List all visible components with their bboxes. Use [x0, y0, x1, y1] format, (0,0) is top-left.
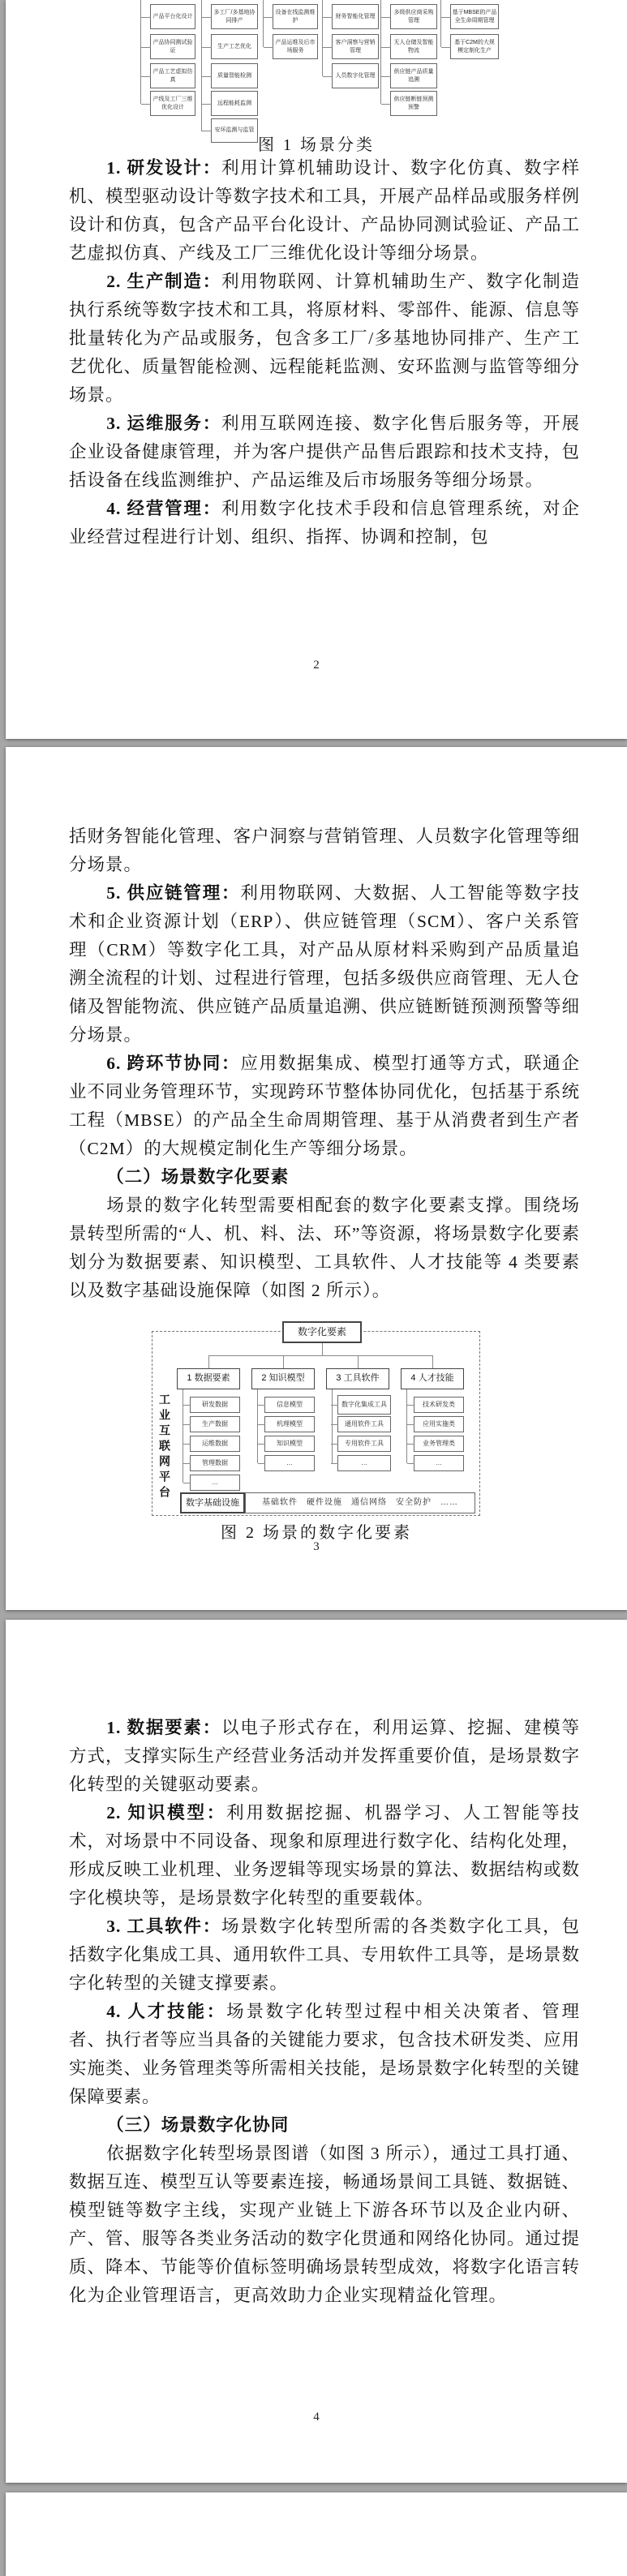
paragraph — [69, 1799, 580, 1913]
connector-line — [440, 0, 441, 47]
figure1-node: 设备在线监测维护 — [273, 4, 318, 29]
paragraph — [69, 1050, 580, 1163]
page-number: 4 — [313, 2411, 320, 2424]
paragraph-lead: 3. 工具软件： — [106, 1917, 222, 1936]
paragraph-text: 应用数据集成、模型打通等方式，联通企业不同业务管理环节，实现跨环节整体协同优化，包括基于系统工程（MBSE）的产品全生命周期管理、基于从消费者到生产者（C2M）的大规模定制化生产等细分场景。 — [69, 1054, 581, 1158]
section-heading: （二）场景数字化要素 — [106, 1167, 290, 1187]
body-text — [69, 1714, 580, 2310]
figure1-node: 基于C2M的大规模定制化生产 — [450, 34, 499, 59]
paragraph-lead: 2. 生产制造： — [106, 272, 222, 291]
paragraph-lead: 5. 供应链管理： — [106, 883, 241, 903]
connector-line — [208, 1355, 432, 1356]
paragraph-text: 利用数据挖掘、机器学习、人工智能等技术，对场景中不同设备、现象和原理进行数字化、结构化处理，形成反映工业机理、业务逻辑等现实场景的算法、数据结构或数字化模块等，是场景数字化转型的重要载体。 — [69, 1803, 581, 1908]
figure2-item: 生产数据 — [190, 1416, 240, 1432]
connector-line — [283, 1355, 284, 1368]
figure1-node: 供应链产品质量追溯 — [390, 63, 437, 88]
figure2-item: … — [414, 1455, 464, 1471]
figure2-root-node: 数字化要素 — [282, 1321, 362, 1343]
figure2-item: … — [190, 1475, 240, 1491]
figure1-node: 远程能耗监测 — [211, 91, 258, 116]
figure1-node: 安环监测与监管 — [211, 118, 258, 143]
figure2-diagram — [152, 1326, 480, 1516]
figure1-node: 财务智能化管理 — [332, 4, 379, 29]
figure1-caption: 图 1 场景分类 — [258, 136, 375, 154]
figure1-node: 多工厂/多基地协同排产 — [211, 4, 258, 29]
figure2-item: 业务管理类 — [414, 1436, 464, 1452]
paragraph-lead: 6. 跨环节协同： — [106, 1054, 241, 1073]
figure2-item: 运维数据 — [190, 1436, 240, 1452]
figure2-infrastructure-items: 基础软件 硬件设施 通信网络 安全防护 …… — [245, 1492, 475, 1513]
figure2-item: 专用软件工具 — [337, 1436, 391, 1452]
connector-line — [201, 0, 202, 131]
paragraph-text: 利用物联网、大数据、人工智能等数字技术和企业资源计划（ERP）、供应链管理（SCM）、客户关系管理（CRM）等数字化工具，对产品从原材料采购到产品质量追溯全流程的计划、过程进行管理，包括多级供应商管理、无人仓储及智能物流、供应链产品质量追溯、供应链断链预测预警等细分场景。 — [69, 883, 581, 1045]
figure2-item: 管理数据 — [190, 1455, 240, 1471]
connector-line — [380, 0, 381, 104]
paragraph-text: 场景数字化转型所需的各类数字化工具，包括数字化集成工具、通用软件工具、专用软件工具等，是场景数字化转型的关键支撑要素。 — [69, 1917, 581, 1993]
paragraph — [69, 410, 580, 495]
paragraph — [69, 879, 580, 1050]
figure1-node: 人员数字化管理 — [332, 63, 379, 88]
section-heading: （三）场景数字化协同 — [106, 2115, 290, 2135]
connector-line — [358, 1355, 359, 1368]
figure2-item: 机理模型 — [264, 1416, 315, 1432]
connector-line — [432, 1355, 433, 1368]
figure1-node: 无人仓储及智能物流 — [390, 34, 437, 59]
paragraph — [69, 154, 580, 268]
figure2-item: 知识模型 — [264, 1436, 315, 1452]
connector-line — [322, 0, 323, 76]
document-page-5 — [6, 2492, 627, 2576]
paragraph-text: 利用数字化技术手段和信息管理系统，对企业经营过程进行计划、组织、指挥、协调和控制，包 — [69, 499, 580, 547]
paragraph — [69, 268, 580, 410]
figure2-item: … — [264, 1455, 315, 1471]
figure1-node: 生产工艺优化 — [211, 34, 258, 59]
figure2-item: … — [337, 1455, 391, 1471]
paragraph — [69, 495, 580, 552]
figure1-node: 产品协同测试验证 — [150, 34, 195, 59]
figure2-item: 数字化集成工具 — [337, 1395, 391, 1415]
paragraph-lead: 1. 研发设计： — [106, 158, 222, 178]
figure1-node: 产品运维及后市场服务 — [273, 34, 318, 59]
figure2-item: 应用实施类 — [414, 1416, 464, 1432]
paragraph — [69, 2140, 580, 2310]
figure1-node: 产品工艺虚拟仿真 — [150, 63, 195, 88]
figure2-category: 4 人才技能 — [401, 1368, 464, 1389]
figure2-item: 技术研发类 — [414, 1397, 464, 1413]
paragraph-lead: 4. 人才技能： — [106, 2002, 227, 2021]
figure1-node: 产品平台化设计 — [150, 4, 195, 29]
figure1-node: 供应链断链预测预警 — [390, 91, 437, 116]
figure2-item: 通用软件工具 — [337, 1416, 391, 1432]
body-text — [69, 822, 580, 1305]
document-page-2 — [6, 0, 627, 739]
figure2-category: 2 知识模型 — [251, 1368, 315, 1389]
paragraph-lead: 1. 数据要素： — [106, 1718, 222, 1737]
paragraph — [69, 1191, 580, 1305]
paragraph-text: 以电子形式存在，利用运算、挖掘、建模等方式，支撑实际生产经营业务活动并发挥重要价值，是场景数字化转型的关键驱动要素。 — [69, 1718, 581, 1794]
page-number: 2 — [313, 659, 320, 672]
figure1-node: 客户洞察与营销管理 — [332, 34, 379, 59]
figure2-caption: 图 2 场景的数字化要素 — [221, 1524, 412, 1542]
figure1-node: 质量智能检测 — [211, 63, 258, 88]
paragraph — [69, 1998, 580, 2111]
paragraph — [69, 1913, 580, 1998]
connector-line — [257, 1389, 258, 1463]
paragraph-text: 依据数字化转型场景图谱（如图 3 所示），通过工具打通、数据互连、模型互认等要素连接，畅通场景间工具链、数据链、模型链等数字主线，实现产业链上下游各环节以及企业内研、产、管、服等各类业务活动的数字化贯通和网络化协同。通过提质、降本、节能等价值标签明确场景转型成效，将数字化语言转化为企业管理语言，更高效助力企业实现精益化管理。 — [69, 2144, 581, 2305]
body-text — [69, 154, 580, 552]
paragraph-text: 括财务智能化管理、客户洞察与营销管理、人员数字化管理等细分场景。 — [69, 826, 581, 874]
connector-line — [140, 0, 141, 104]
document-page-4 — [6, 1620, 627, 2483]
paragraph — [69, 1714, 580, 1799]
paragraph-lead: 3. 运维服务： — [106, 414, 222, 433]
paragraph-text: 利用计算机辅助设计、数字化仿真、数字样机、模型驱动设计等数字技术和工具，开展产品样品或服务样例设计和仿真，包含产品平台化设计、产品协同测试验证、产品工艺虚拟仿真、产线及工厂三维优化设计等细分场景。 — [69, 158, 581, 263]
figure1-node: 基于MBSE的产品全生命周期管理 — [450, 4, 499, 29]
figure2-infrastructure-label: 数字基础设施 — [180, 1492, 245, 1513]
connector-line — [263, 0, 264, 47]
paragraph-text: 利用物联网、计算机辅助生产、数字化制造执行系统等数字技术和工具，将原材料、零部件、能源、信息等批量转化为产品或服务，包含多工厂/多基地协同排产、生产工艺优化、质量智能检测、远程能耗监测、安环监测与监管等细分场景。 — [69, 272, 581, 405]
paragraph-text: 利用互联网连接、数字化售后服务等，开展企业设备健康管理，并为客户提供产品售后跟踪和技术支持，包括设备在线监测维护、产品运维及后市场服务等细分场景。 — [69, 414, 581, 490]
connector-line — [322, 1343, 323, 1355]
figure2-item: 研发数据 — [190, 1397, 240, 1413]
page-number: 3 — [313, 1540, 320, 1553]
figure2-category: 3 工具软件 — [326, 1368, 389, 1389]
paragraph-text: 场景的数字化转型需要相配套的数字化要素支撑。围绕场景转型所需的“人、机、料、法、环”等资源，将场景数字化要素划分为数据要素、知识模型、工具软件、人才技能等 4 类要素以及数字基础设施保障（如图 2 所示）。 — [69, 1196, 580, 1300]
paragraph-lead: 4. 经营管理： — [106, 499, 222, 518]
figure1-node: 多级供应商采购管理 — [390, 4, 437, 29]
paragraph-text: 场景数字化转型过程中相关决策者、管理者、执行者等应当具备的关键能力要求，包含技术研发类、应用实施类、业务管理类等所需相关技能，是场景数字化转型的关键保障要素。 — [69, 2002, 581, 2106]
paragraph-lead: 2. 知识模型： — [106, 1803, 227, 1823]
connector-line — [406, 1389, 407, 1463]
figure2-item: 信息模型 — [264, 1397, 315, 1413]
figure2-platform-label: 工业互联网平台 — [158, 1393, 171, 1501]
connector-line — [208, 1355, 209, 1368]
paragraph — [69, 822, 580, 879]
figure1-node: 产线及工厂三维优化设计 — [150, 91, 195, 116]
document-page-3 — [6, 747, 627, 1610]
connector-line — [332, 1389, 333, 1463]
figure1-diagram — [6, 0, 627, 134]
figure2-category: 1 数据要素 — [177, 1368, 240, 1389]
